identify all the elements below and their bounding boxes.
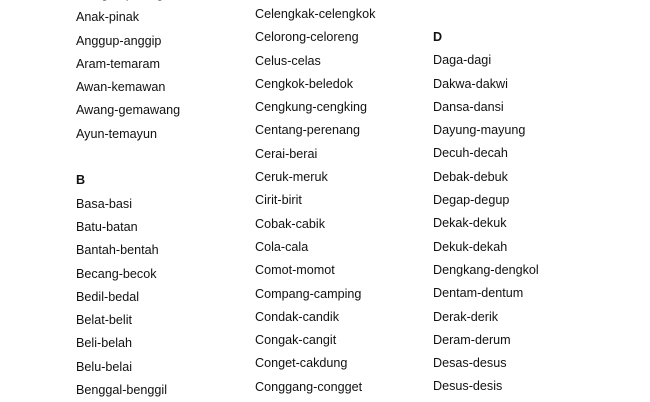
list-item: Anak-pinak: [76, 10, 140, 25]
list-item: Bantah-bentah: [76, 243, 159, 258]
list-item: Desas-desus: [433, 356, 507, 371]
list-item: Conget-cakdung: [255, 356, 348, 371]
list-item: Cola-cala: [255, 239, 309, 254]
list-item: Dayung-mayung: [433, 123, 526, 138]
word-column-2: [255, 3, 375, 399]
section-heading-b: B: [76, 173, 86, 188]
list-item: Congak-cangit: [255, 333, 337, 348]
list-item: Daga-dagi: [433, 53, 492, 68]
list-item: Condak-candik: [255, 309, 340, 324]
list-item: Compang-camping: [255, 286, 362, 301]
list-item: Dekuk-dekah: [433, 239, 508, 254]
list-item: Cobak-cabik: [255, 216, 325, 231]
list-item: Bedil-bedal: [76, 289, 140, 304]
list-item: Awang-gemawang: [76, 103, 181, 118]
list-item: Cerai-berai: [255, 146, 318, 161]
list-item: Derak-derik: [433, 309, 499, 324]
list-item: Centang-perenang: [255, 123, 361, 138]
list-item: Becang-becok: [76, 266, 157, 281]
list-item: Desus-desis: [433, 379, 503, 394]
list-item: Ayun-temayun: [76, 126, 157, 141]
list-item: Ceruk-meruk: [255, 170, 328, 185]
list-item: Cengkung-cengking: [255, 100, 368, 115]
list-item: Benggal-benggil: [76, 383, 168, 398]
section-heading-d: D: [433, 30, 443, 44]
list-item: Deram-derum: [433, 332, 511, 347]
list-item: Dekak-dekuk: [433, 216, 507, 231]
list-item: Celengkak-celengkok: [255, 7, 376, 21]
list-item: Batu-batan: [76, 219, 138, 234]
list-item: Dakwa-dakwi: [433, 76, 508, 91]
section-spacer: [76, 146, 180, 169]
list-item: Conggang-congget: [255, 379, 363, 394]
list-item: Degap-degup: [433, 193, 510, 208]
list-item: Dengkang-dengkol: [433, 262, 539, 277]
list-item: Aram-temaram: [76, 56, 160, 71]
list-item: Dentam-dentum: [433, 286, 524, 301]
list-item: Debak-debuk: [433, 169, 508, 184]
word-column-3: [433, 26, 539, 399]
list-item: Celorong-celoreng: [255, 30, 359, 45]
list-item: Celus-celas: [255, 53, 321, 68]
list-item: Belat-belit: [76, 313, 133, 328]
list-item: Basa-basi: [76, 196, 133, 211]
list-item: Dansa-dansi: [433, 99, 504, 114]
list-item: Awan-kemawan: [76, 80, 166, 95]
list-item: Anggup-anggip: [76, 33, 162, 48]
list-item: Cengkok-beledok: [255, 76, 354, 91]
list-item: Cirit-birit: [255, 193, 302, 208]
list-item: Beli-belah: [76, 336, 133, 351]
list-item: Comot-momot: [255, 263, 335, 278]
word-column-1: [76, 0, 180, 402]
list-item: Belu-belai: [76, 359, 133, 374]
list-item: Decuh-decah: [433, 146, 508, 161]
